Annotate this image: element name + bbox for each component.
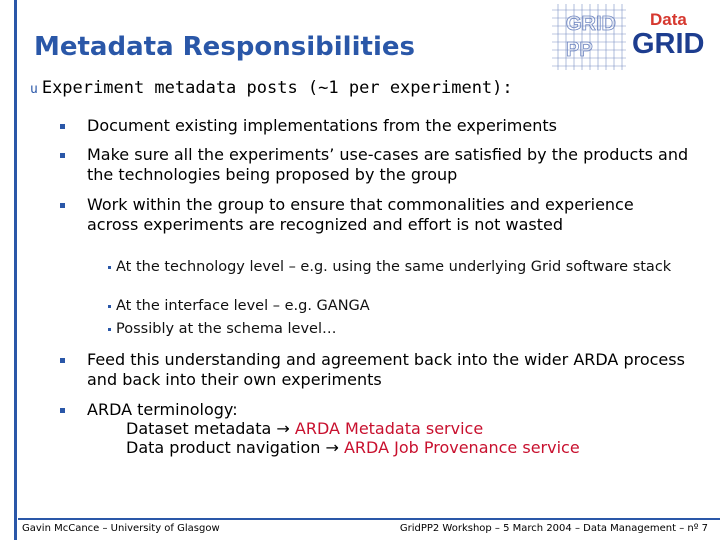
square-bullet-icon	[60, 124, 65, 129]
datagrid-logo	[632, 8, 718, 60]
terminology-line-1	[126, 419, 483, 439]
list-item-text: Work within the group to ensure that commonalities and experience across experiments are recognized and effort is not wasted	[87, 195, 634, 234]
datagrid-logo-bottom: GRID	[632, 28, 705, 60]
page-title: Metadata Responsibilities	[34, 32, 415, 62]
footer-event: GridPP2 Workshop – 5 March 2004 – Data Management – nº 7	[399, 523, 708, 534]
svg-text:PP: PP	[566, 39, 593, 61]
experiment-heading	[30, 78, 513, 98]
grid-logo	[552, 4, 626, 70]
left-accent-bar	[14, 0, 17, 540]
terminology-line-1-prefix: Dataset metadata	[126, 419, 277, 438]
dot-bullet-icon	[108, 305, 111, 308]
footer-author: Gavin McCance – University of Glasgow	[22, 523, 220, 534]
dot-bullet-icon	[108, 266, 111, 269]
list-item-text: Document existing implementations from the experiments	[87, 116, 557, 135]
footer	[0, 518, 720, 540]
right-arrow-icon: →	[276, 419, 295, 438]
dot-bullet-icon	[108, 328, 111, 331]
list-item-text: Make sure all the experiments’ use-cases are satisfied by the products and the technologies being proposed by the group	[87, 145, 689, 184]
terminology-line-2-prefix: Data product navigation	[126, 438, 326, 457]
terminology-label: ARDA terminology:	[87, 400, 238, 419]
sub-list-item-text: At the technology level – e.g. using the same underlying Grid software stack	[116, 259, 672, 275]
experiment-heading-text: Experiment metadata posts (~1 per experiment):	[41, 78, 513, 98]
right-arrow-icon: →	[325, 438, 344, 457]
sub-list-item-text: At the interface level – e.g. GANGA	[116, 298, 370, 314]
list-item-text: Feed this understanding and agreement back into the wider ARDA process and back into their own experiments	[87, 350, 685, 389]
sub-list-item-text: Possibly at the schema level…	[116, 321, 337, 337]
footer-divider	[18, 518, 720, 520]
terminology-line-2	[126, 438, 580, 458]
square-bullet-icon	[60, 153, 65, 158]
terminology-line-2-target: ARDA Job Provenance service	[343, 438, 580, 457]
terminology-line-1-target: ARDA Metadata service	[294, 419, 484, 438]
square-bullet-icon	[60, 408, 65, 413]
square-bullet-icon	[60, 203, 65, 208]
diamond-bullet-icon: u	[30, 82, 38, 97]
square-bullet-icon	[60, 358, 65, 363]
grid-logo-text: GRID	[566, 13, 616, 35]
datagrid-logo-top: Data	[650, 10, 687, 29]
